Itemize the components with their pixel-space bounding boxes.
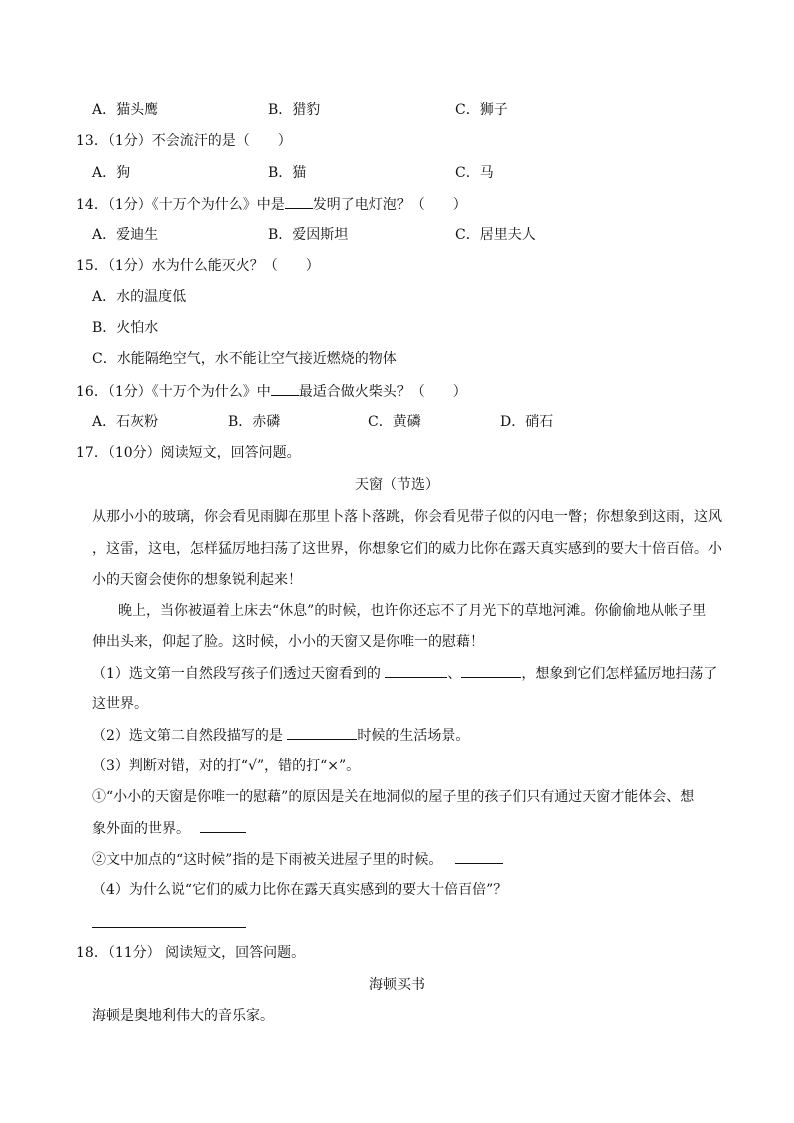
q16-option-a: A．石灰粉 (92, 414, 159, 430)
q16-option-d: D．硝石 (500, 414, 554, 430)
q17-passage-line: ，这雷，这电，怎样猛厉地扫荡了这世界，你想象它们的威力比你在露天真实感到的要大十倍百倍。小 (92, 541, 722, 557)
q17-sq2-text: （2）选文第二自然段描写的是 (92, 728, 283, 744)
q17-passage-line: 小的天窗会使你的想象锐利起来！ (92, 572, 302, 588)
q17-subquestion-4: （4）为什么说“它们的威力比你在露天真实感到的要大十倍百倍”？ (92, 882, 508, 898)
q15-option-a: A．水的温度低 (92, 289, 187, 305)
q12-option-c: C．狮子 (455, 102, 508, 118)
q17-sq2-blank[interactable] (287, 725, 357, 740)
q17-sq4-answer-line[interactable] (92, 927, 246, 928)
q15-option-b: B．火怕水 (92, 320, 159, 336)
q18-passage-line: 海顿是奥地利伟大的音乐家。 (92, 1008, 274, 1024)
q12-option-b: B．猎豹 (268, 102, 321, 118)
q14-stem-post: 发明了电灯泡？（ ） (312, 197, 467, 213)
q17-sq3-item-1-continuation (92, 818, 246, 839)
q14-blank[interactable] (285, 194, 313, 209)
q17-sq3-item-2-text: ②文中加点的“这时候”指的是下雨被关进屋子里的时候。 (92, 852, 443, 868)
q17-subquestion-2 (92, 725, 469, 746)
q17-sq1-blank-1[interactable] (385, 663, 447, 678)
q17-passage-line: 晚上，当你被逼着上床去“休息”的时候，也许你还忘不了月光下的草地河滩。你偷偷地从帐子里 (118, 603, 707, 619)
q18-passage-title: 海顿买书 (369, 977, 425, 993)
q16-option-c: C．黄磷 (368, 414, 421, 430)
q17-subquestion-1 (92, 663, 717, 684)
q17-sq1-text: （1）选文第一自然段写孩子们透过天窗看到的 (92, 666, 381, 682)
q12-option-a: A．猫头鹰 (92, 102, 159, 118)
q16-stem (76, 381, 467, 402)
q14-option-a: A．爱迪生 (92, 227, 159, 243)
q15-stem: 15．（1分）水为什么能灭火？（ ） (76, 258, 320, 274)
q17-sq3-item-1-text: 象外面的世界。 (92, 821, 190, 837)
q17-sq2-text-post: 时候的生活场景。 (357, 728, 470, 744)
q14-option-c: C．居里夫人 (455, 227, 536, 243)
q17-sq1-blank-2[interactable] (461, 663, 521, 678)
q13-stem: 13．（1分）不会流汗的是（ ） (76, 133, 292, 149)
q14-stem (76, 194, 467, 215)
q17-sq3-item-2-blank[interactable] (455, 849, 503, 864)
q16-stem-post: 最适合做火柴头？（ ） (298, 384, 467, 400)
q17-subquestion-3: （3）判断对错，对的打“√”，错的打“×”。 (92, 758, 361, 774)
q17-stem: 17．（10分）阅读短文，回答问题。 (76, 445, 301, 461)
q17-sq3-item-2 (92, 849, 503, 870)
q16-stem-pre: 16．（1分）《十万个为什么》中 (76, 384, 271, 400)
q17-sq1-separator: 、 (447, 666, 462, 682)
q13-option-c: C．马 (455, 165, 494, 181)
q16-option-b: B．赤磷 (228, 414, 281, 430)
q16-blank[interactable] (271, 381, 299, 396)
q17-passage-line: 伸出头来，仰起了脸。这时候，小小的天窗又是你唯一的慰藉！ (92, 634, 484, 650)
q17-passage-title: 天窗（节选） (355, 477, 439, 493)
q17-sq1-continuation: 这世界。 (92, 696, 148, 712)
q14-stem-pre: 14．（1分）《十万个为什么》中是 (76, 197, 285, 213)
q13-option-a: A．狗 (92, 165, 131, 181)
q14-option-b: B．爱因斯坦 (268, 227, 349, 243)
q13-option-b: B．猫 (268, 165, 307, 181)
q18-stem: 18．（11分） 阅读短文，回答问题。 (76, 945, 306, 961)
q15-option-c: C．水能隔绝空气，水不能让空气接近燃烧的物体 (92, 351, 397, 367)
q17-sq1-text-post: ，想象到它们怎样猛厉地扫荡了 (521, 666, 718, 682)
q17-passage-line: 从那小小的玻璃，你会看见雨脚在那里卜落卜落跳，你会看见带子似的闪电一瞥；你想象到这雨，这风 (92, 509, 722, 525)
q17-sq3-item-1-blank[interactable] (200, 818, 246, 833)
q17-sq3-item-1: ①“小小的天窗是你唯一的慰藉”的原因是关在地洞似的屋子里的孩子们只有通过天窗才能体会、想 (92, 789, 695, 805)
